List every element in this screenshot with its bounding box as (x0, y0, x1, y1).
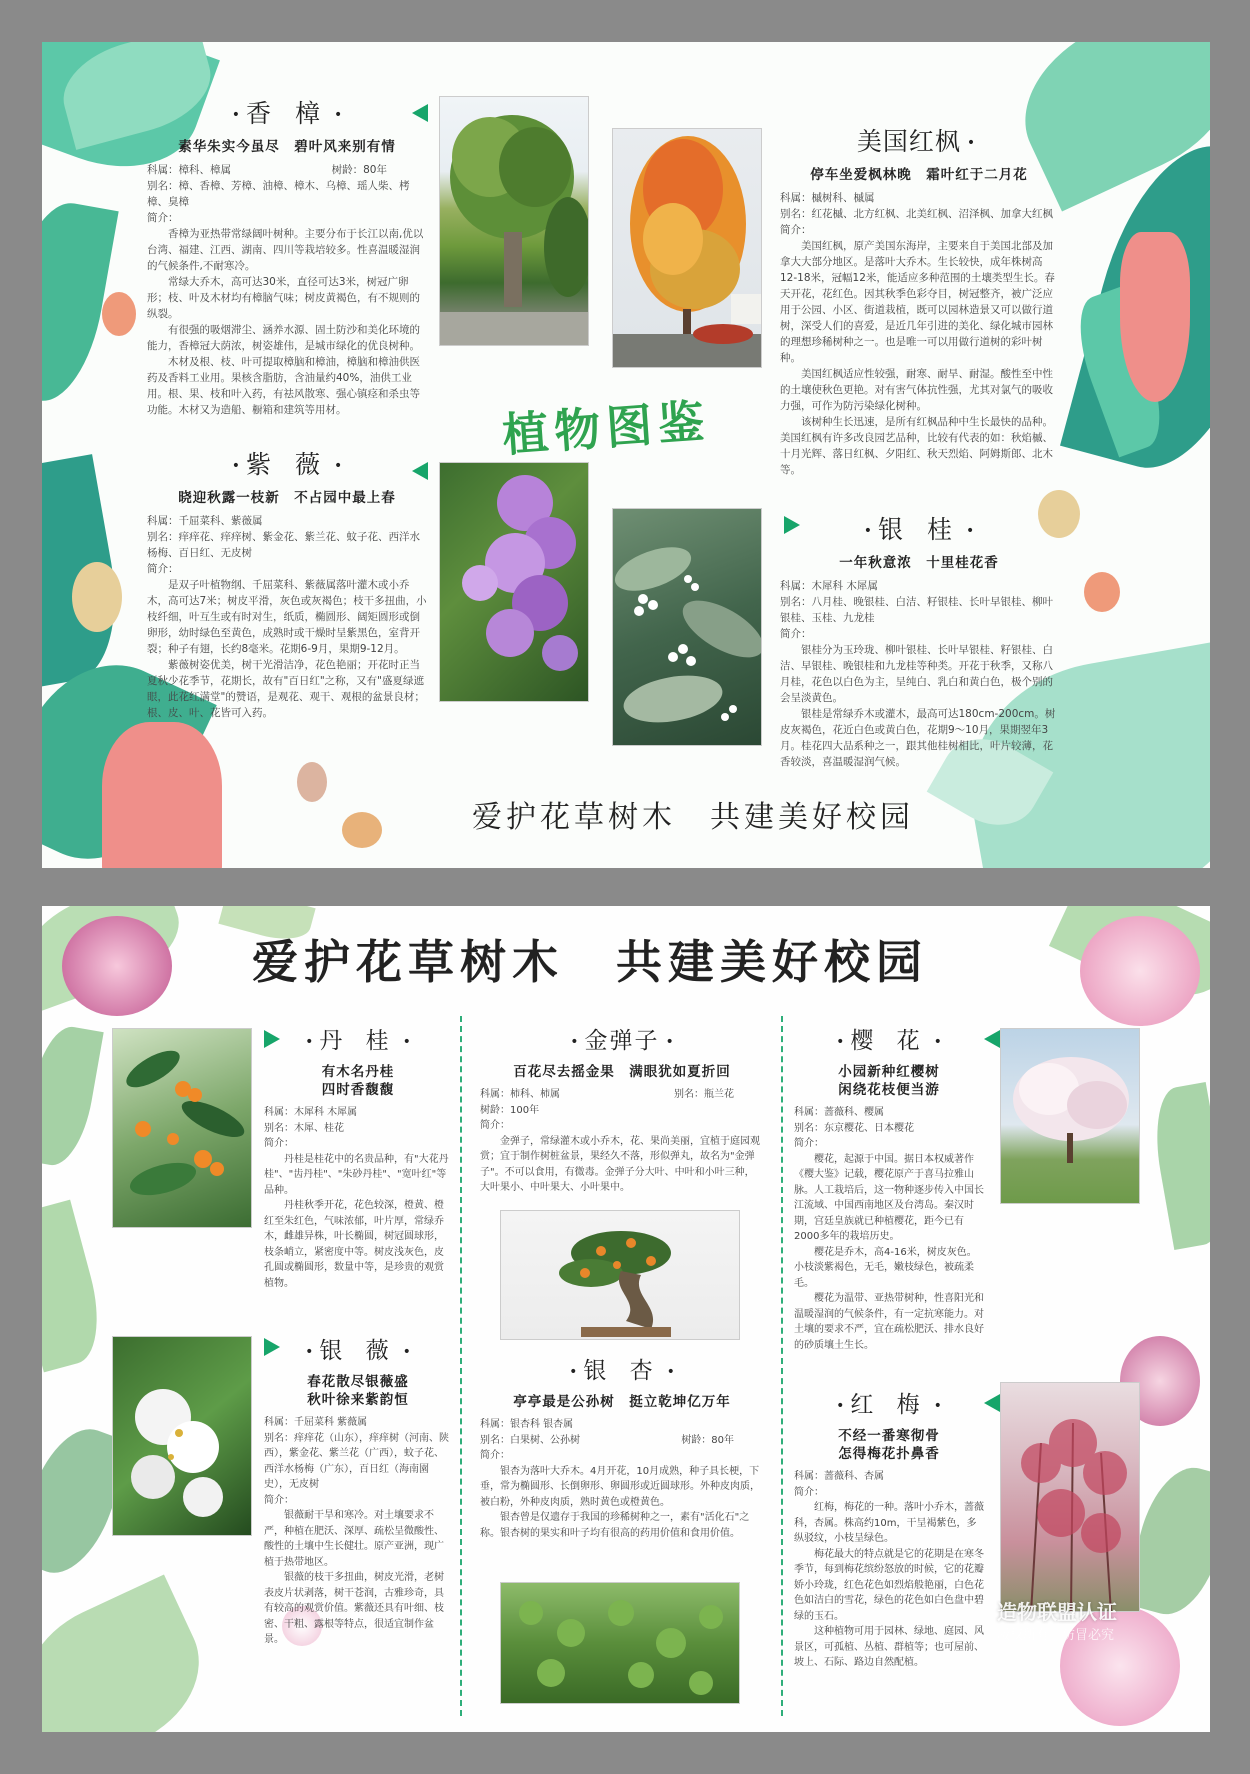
decor-flower (62, 916, 172, 1016)
section-poem: 有木名丹桂 四时香馥馥 (321, 1064, 395, 1098)
section-xiangzhang (147, 94, 427, 418)
section-yinwei (264, 1332, 452, 1648)
section-poem: 晓迎秋露一枝新 不占园中最上春 (178, 490, 396, 506)
section-hongfeng (780, 122, 1058, 478)
arrow-marker (984, 1394, 1000, 1412)
tree-illustration (613, 129, 762, 368)
page-title: 爱护花草树木 共建美好校园 (252, 935, 928, 989)
section-title: • 樱 花 • (836, 1028, 942, 1054)
section-poem: 亭亭最是公孙树 挺立乾坤亿万年 (513, 1394, 731, 1410)
section-hongmei (794, 1386, 984, 1671)
tree-illustration (440, 97, 589, 346)
section-info: 科属：柿科、柿属 别名：瓶兰花 树龄：100年 简介： 金弹子，常绿灌木或小乔木，花、果尚美丽，宜植于庭园观赏；宜于制作树桩盆景，果经久不落，形似弹丸，故名为"金弹子"。不可以食用，有微毒。金弹子分大叶、中叶和小叶三种，大叶果小、中叶果大、小叶果中。 (480, 1089, 760, 1193)
decor-coral (1120, 232, 1190, 402)
section-title: • 金弹子 • (570, 1028, 674, 1054)
top-board (42, 42, 1210, 868)
board-heading: 植物图鉴 (500, 393, 712, 463)
section-yingui (780, 510, 1058, 770)
section-title: • 银 杏 • (569, 1358, 675, 1384)
section-info: 科属：樟科、樟属 树龄：80年 别名：樟、香樟、芳樟、油樟、樟木、乌樟、瑶人柴、栲樟、臭樟 简介： 香樟为亚热带常绿阔叶树种。主要分布于长江以南,优以台湾、福建、江西、湖南、四川等栽培较多。性喜温暖湿润的气候条件,不耐寒冷。 常绿大乔木，高可达30米，直径可达3米，树冠广卵形；枝、叶及木材均有樟脑气味；树皮黄褐色，有不规则的纵裂。 有很强的吸烟滞尘、涵养水源、固土防沙和美化环境的能力，香樟冠大荫浓，树姿雄伟，是城市绿化的优良树种。 木材及根、枝、叶可提取樟脑和樟油，樟脑和樟油供医药及香料工业用。果核含脂肪，含油量约40%，油供工业用。根、果、枝和叶入药，有祛风散寒、强心镇痉和杀虫等功能。木材又为造船、橱箱和建筑等用材。 (147, 164, 424, 416)
section-info: 科属：银杏科 银杏属 别名：白果树、公孙树 树龄：80年 简介： 银杏为落叶大乔木。4月开花，10月成熟，种子具长梗，下垂，常为椭圆形、长倒卵形、卵圆形或近圆球形。外种皮肉质，被白粉，外种皮肉质，熟时黄色或橙黄色。 银杏曾是仅遗存于我国的珍稀树种之一，素有"活化石"之称。银杏树的果实和叶子均有很高的药用价值和食用价值。 (480, 1419, 760, 1539)
decor-seed (72, 562, 122, 632)
photo-yinghua (1000, 1028, 1140, 1204)
section-info: 科属：千屈菜科 紫薇属 别名：痒痒花（山东），痒痒树（河南、陕西），紫金花、紫兰花（广西），蚊子花、西洋水杨梅（广东），百日红（海南園史），无皮树 简介： 银薇耐干旱和寒冷。对土壤要求不严，种植在肥沃、深厚、疏松呈微酸性、酸性的土壤中生长健壮。原产亚洲，现广植于热带地区。 银薇的枝干多扭曲，树皮光滑，老树表皮片状剥落，树干苍润，古雅珍奇，具有较高的观赏价值。紫薇还具有叶细、枝密、干粗、露根等特点，很适宜制作盆景。 (264, 1417, 449, 1645)
section-info: 科属：千屈菜科、紫薇属 别名：痒痒花、痒痒树、紫金花、紫兰花、蚊子花、西洋水杨梅、百日红、无皮树 简介： 是双子叶植物纲、千屈菜科、紫薇属落叶灌木或小乔木，高可达7米；树皮平滑，灰色或灰褐色；枝干多扭曲，小枝纤细，叶互生或有时对生，纸质，椭圆形、阔矩圆形或倒卵形，幼时绿色至黄色，成熟时或干燥时呈紫黑色，室背开裂；种子有翅，长约8毫米。花期6-9月，果期9-12月。 紫薇树姿优美，树干光滑洁净，花色艳丽；开花时正当夏秋少花季节，花期长，故有"百日红"之称，又有"盛夏绿遮眼，此花红满堂"的赞语，是观花、观干、观根的盆景良材；根、皮、叶、花皆可入药。 (147, 515, 427, 719)
arrow-marker (412, 462, 428, 480)
photo-yinwei (112, 1336, 252, 1536)
section-title: • 银 薇 • (305, 1338, 411, 1364)
photo-hongfeng (612, 128, 762, 368)
photo-jindanzi (500, 1210, 740, 1340)
decor-seed (102, 292, 136, 336)
section-poem: 停车坐爱枫林晚 霜叶红于二月花 (810, 167, 1028, 183)
top-banner: 爱护花草树木 共建美好校园 (472, 800, 914, 835)
arrow-marker (412, 104, 428, 122)
flower-illustration (113, 1029, 252, 1228)
photo-yingui (612, 508, 762, 746)
section-poem: 小园新种红樱树 闲绕花枝便当游 (838, 1064, 940, 1098)
decor-coral (102, 722, 222, 868)
watermark-sub: 版权所有 仿冒必究 (997, 1628, 1115, 1643)
section-title: • 丹 桂 • (305, 1028, 411, 1054)
section-title: • 紫 薇 • (231, 450, 343, 479)
section-poem: 百花尽去摇金果 满眼犹如夏折回 (513, 1064, 731, 1080)
section-poem: 一年秋意浓 十里桂花香 (839, 555, 999, 571)
photo-hongmei (1000, 1382, 1140, 1612)
section-info: 科属：木犀科 木犀属 别名：木犀、桂花 简介： 丹桂是桂花中的名贵品种，有"大花丹桂"、"齿丹桂"、"朱砂丹桂"、"宽叶红"等品种。 丹桂秋季开花，花色较深，橙黄、橙红至朱红色，气味浓郁，叶片厚，常绿乔木，雌雄异株，叶长椭圆，树冠圆球形，枝条峭立，紧密度中等。树皮浅灰色，皮孔圆或椭圆形，数量中等，是珍贵的观赏植物。 (264, 1107, 449, 1289)
flower-illustration (440, 463, 589, 702)
arrow-marker (784, 516, 800, 534)
photo-xiangzhang (439, 96, 589, 346)
flower-illustration (113, 1337, 252, 1536)
photo-ziwei (439, 462, 589, 702)
section-title: • 香 樟 • (231, 99, 343, 128)
column-divider (460, 1016, 462, 1716)
column-divider (781, 1016, 783, 1716)
tree-illustration (1001, 1383, 1140, 1612)
tree-illustration (1001, 1029, 1140, 1204)
section-poem: 不经一番寒彻骨 怎得梅花扑鼻香 (838, 1428, 940, 1462)
flower-illustration (613, 509, 762, 746)
decor-leaf (42, 1200, 112, 1373)
section-dangui (264, 1022, 452, 1291)
section-jindanzi (480, 1022, 764, 1196)
section-info: 科属：木犀科 木犀属 别名：八月桂、晚银桂、白洁、籽银桂、长叶早银桂、柳叶银桂、玉桂、九龙桂 简介： 银桂分为玉玲珑、柳叶银桂、长叶早银桂、籽银桂、白洁、早银桂、晚银桂和九龙桂等种类。开花于秋季，又称八月桂，花色以白色为主，呈纯白、乳白和黄白色，极个别的会呈淡黄色。 银桂是常绿乔木或灌木，最高可达180cm-200cm。树皮灰褐色，花近白色或黄白色，花期9～10月，果期翌年3月。桂花四大品系种之一，跟其他桂树相比，叶片较薄，花香较淡，喜温暖湿润气候。 (780, 580, 1056, 768)
section-yinghua (794, 1022, 984, 1353)
photo-dangui (112, 1028, 252, 1228)
decor-seed (342, 812, 382, 848)
decor-flower (1080, 916, 1200, 1026)
decor-leaf (1147, 1082, 1210, 1250)
decor-seed (297, 762, 327, 802)
section-title: 美国红枫 • (856, 127, 976, 156)
section-info: 科属：蔷薇科、樱属 别名：东京樱花、日本樱花 简介： 樱花，起源于中国。据日本权威著作《樱大鉴》记载，樱花原产于喜马拉雅山脉。人工栽培后，这一物种逐步传入中国长江流域、中国西南地区及台湾岛。秦汉时期，宫廷皇族就已种植樱花，距今已有2000多年的栽培历史。 樱花是乔木，高4-16米，树皮灰色。小枝淡紫褐色，无毛，嫩枝绿色，被疏柔毛。 樱花为温带、亚热带树种，性喜阳光和温暖湿润的气候条件，有一定抗寒能力。对土壤的要求不严，宜在疏松肥沃、排水良好的砂质壤土生长。 (794, 1107, 984, 1351)
bonsai-illustration (501, 1211, 740, 1340)
section-title: • 银 桂 • (863, 515, 975, 544)
arrow-marker (984, 1030, 1000, 1048)
section-poem: 素华朱实今虽尽 碧叶风来别有情 (178, 139, 396, 155)
photo-yinxing (500, 1582, 740, 1704)
section-ziwei (147, 445, 427, 721)
bottom-board (42, 906, 1210, 1732)
section-title: • 红 梅 • (836, 1392, 942, 1418)
decor-leaf (42, 1022, 104, 1170)
section-info: 科属：槭树科、槭属 别名：红花槭、北方红枫、北美红枫、沼泽枫、加拿大红枫 简介： 美国红枫，原产美国东海岸，主要来自于美国北部及加拿大大部分地区。是落叶大乔木。生长较快，成年株树高12-18米，冠幅12米，能适应多种范围的土壤类型生长。春天开花，花红色。因其秋季色彩夺目，树冠整齐，被广泛应用于公园、小区、街道栽植，既可以园林造景又可以做行道树，深受人们的喜爱，是近几年引进的美化、绿化城市园林的理想珍稀树种之一。也是唯一可以用做行道树的彩叶树种。 美国红枫适应性较强，耐寒、耐旱、耐湿。酸性至中性的土壤使秋色更艳。对有害气体抗性强，尤其对氯气的吸收力强，可作为防污染绿化树种。 该树种生长迅速，是所有红枫品种中生长最快的品种。美国红枫有许多改良园艺品种，比较有代表的如：秋焰槭、十月光辉、落日红枫、夕阳红、秋天烈焰、阿姆斯郎、北木等。 (780, 192, 1055, 476)
section-poem: 春花散尽银薇盛 秋叶徐来紫韵恒 (307, 1374, 409, 1408)
section-yinxing (480, 1352, 764, 1541)
watermark: 造物联盟认证 (997, 1600, 1117, 1624)
decor-seed (1084, 572, 1120, 612)
decor-leaf (42, 1575, 223, 1732)
leaf-illustration (501, 1583, 740, 1704)
section-info: 科属：蔷薇科、杏属 简介： 红梅，梅花的一种。落叶小乔木，蔷薇科，杏属。株高约10m，干呈褐紫色，多纵驳纹，小枝呈绿色。 梅花最大的特点就是它的花期是在寒冬季节，每到梅花缤纷怒放的时候，它的花瓣娇小玲珑，红色花色如烈焰般艳丽，白色花色如洁白的雪花，绿色的花色如白色盘中碧绿的玉石。 这种植物可用于园林、绿地、庭园、风景区，可孤植、丛植、群植等；也可屋前、坡上、石际、路边自然配植。 (794, 1471, 984, 1668)
